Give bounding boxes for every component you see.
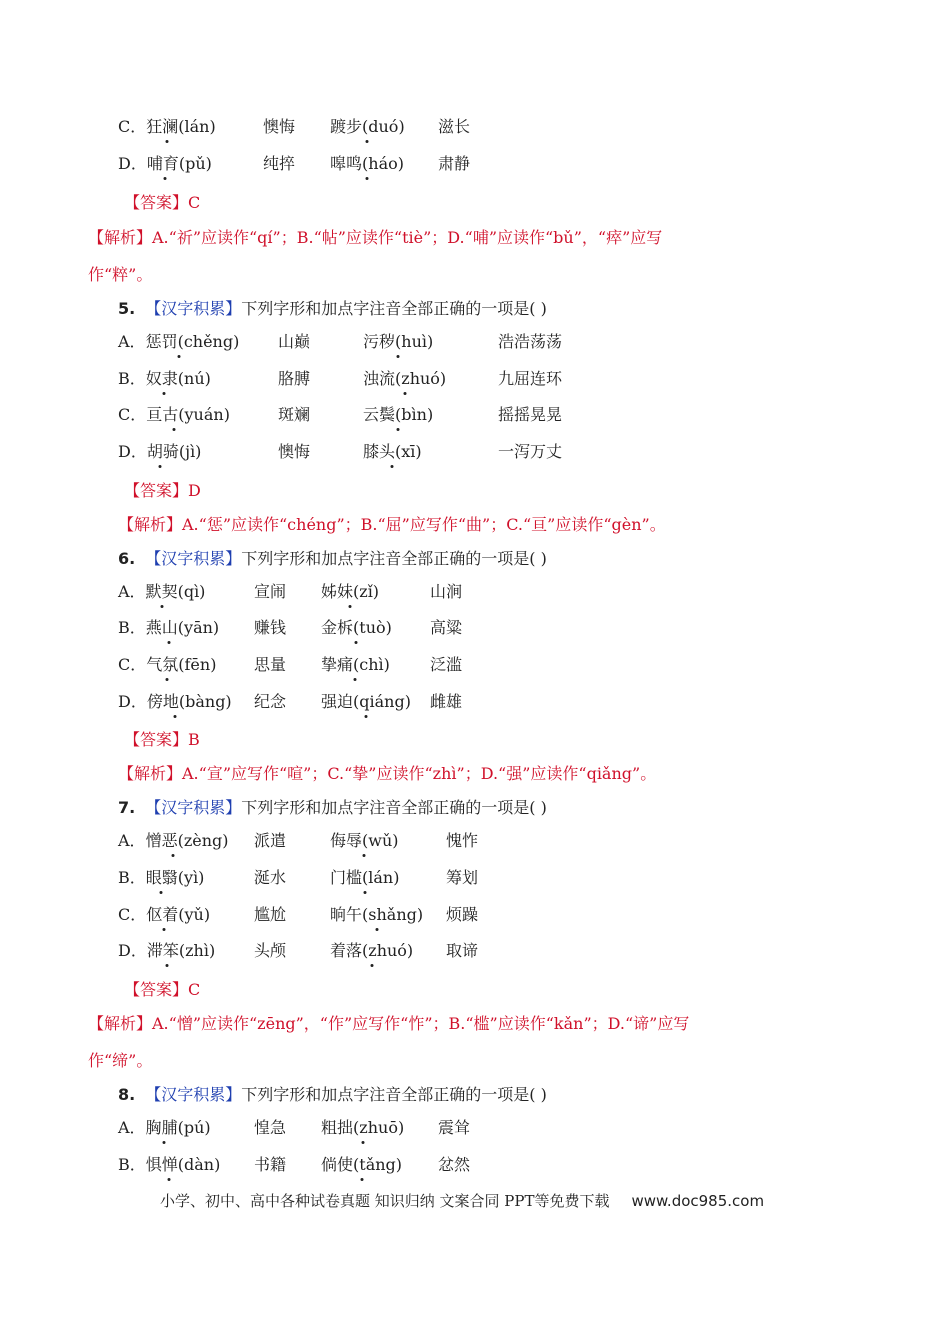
footer-url[interactable]: www.doc985.com — [631, 1192, 765, 1210]
q7-explanation-cont: 作“缔”。 — [88, 1051, 153, 1070]
q6-explanation: 【解析】A.“宣”应写作“喧”；C.“挚”应读作“zhì”；D.“强”应读作“qiǎng”。 — [118, 764, 657, 783]
question-6: 6. 【汉字积累】下列字形和加点字注音全部正确的一项是( ) — [118, 549, 547, 568]
question-8: 8. 【汉字积累】下列字形和加点字注音全部正确的一项是( ) — [118, 1085, 547, 1104]
page-footer — [160, 1190, 764, 1211]
q7-explanation: 【解析】A.“憎”应读作“zēng”，“作”应写作“怍”；B.“槛”应读作“kǎn”；D.“谛”应写 — [88, 1014, 690, 1033]
question-7: 7. 【汉字积累】下列字形和加点字注音全部正确的一项是( ) — [118, 798, 547, 817]
q7-answer: 【答案】C — [124, 980, 201, 999]
dotted-char: 澜 — [162, 115, 178, 139]
question-5: 5. 【汉字积累】下列字形和加点字注音全部正确的一项是( ) — [118, 299, 547, 318]
q5-explanation: 【解析】A.“惩”应读作“chéng”；B.“屈”应写作“曲”；C.“亘”应读作“gèn”。 — [118, 515, 666, 534]
footer-text: 小学、初中、高中各种试卷真题 知识归纳 文案合同 PPT等免费下载 — [160, 1192, 610, 1210]
q4-explanation-cont: 作“粹”。 — [88, 265, 153, 284]
q5-answer: 【答案】D — [124, 481, 201, 500]
q6-answer: 【答案】B — [124, 730, 200, 749]
q4-explanation: 【解析】A.“祈”应读作“qí”；B.“帖”应读作“tiè”；D.“哺”应读作“bǔ”，“瘁”应写 — [88, 228, 663, 247]
q4-answer: 【答案】C — [124, 193, 201, 212]
